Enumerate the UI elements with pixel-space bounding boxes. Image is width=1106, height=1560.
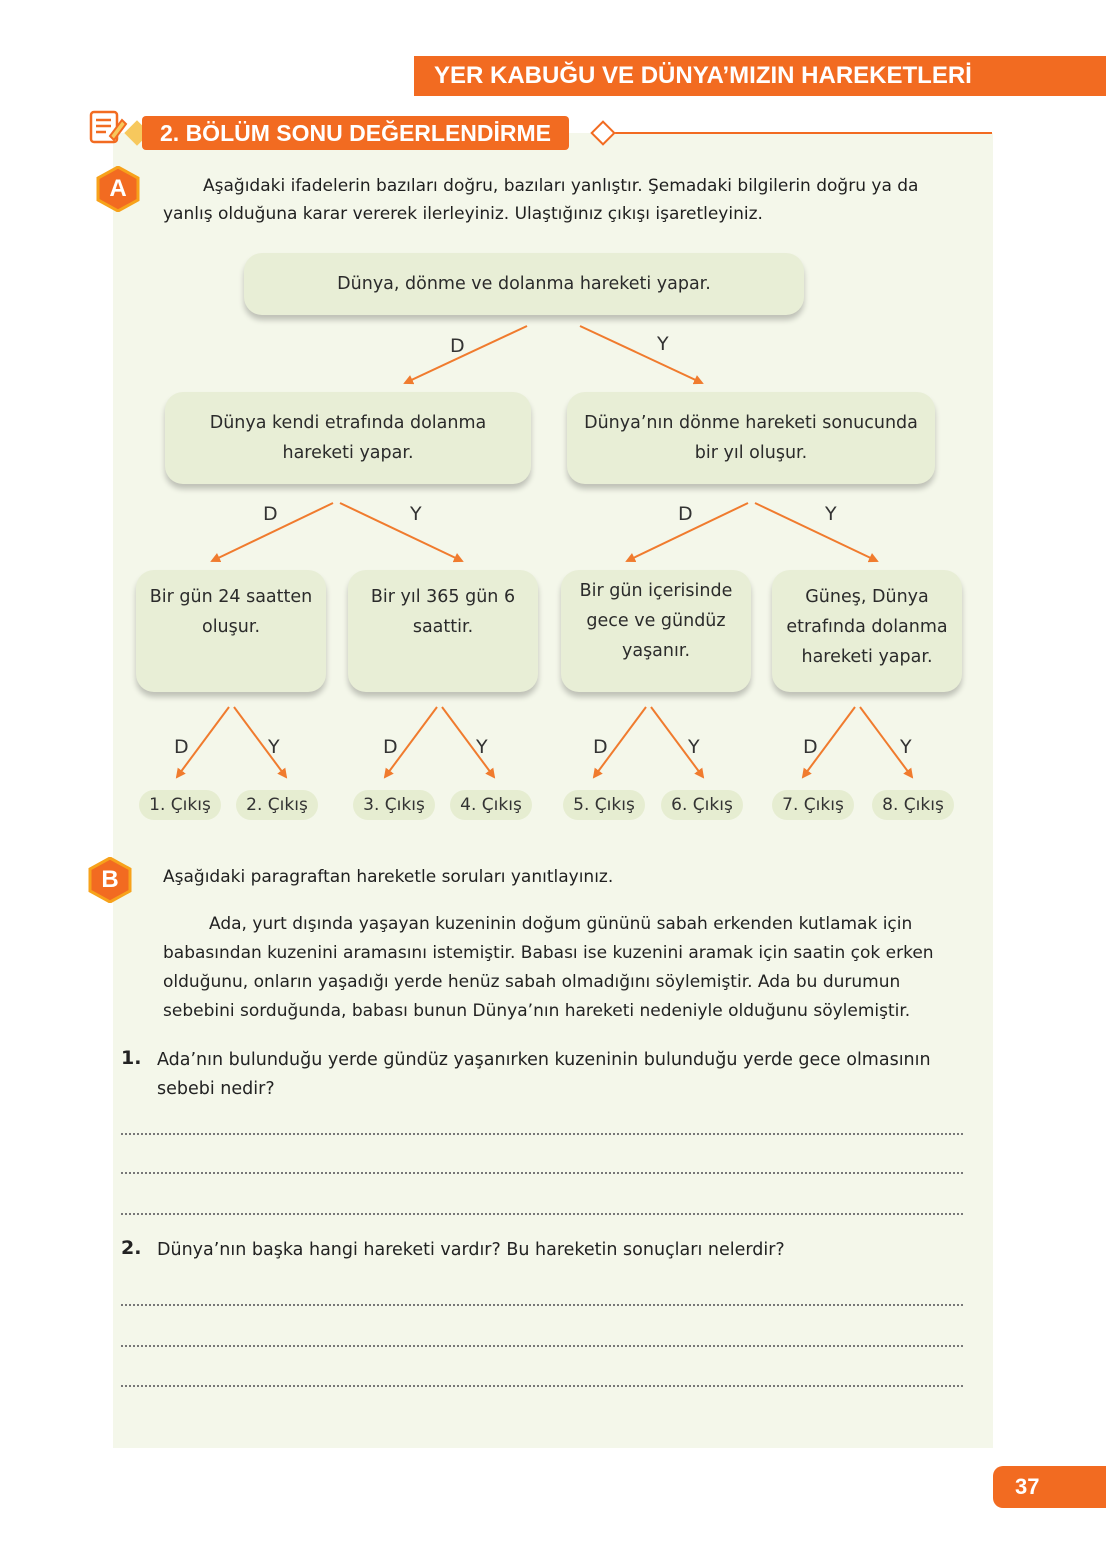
chapter-banner: YER KABUĞU VE DÜNYA’MIZIN HAREKETLERİ — [414, 56, 1106, 96]
answer-line[interactable] — [121, 1133, 963, 1135]
part-a-badge: A — [95, 166, 141, 212]
label-false: Y — [410, 503, 422, 525]
answer-line[interactable] — [121, 1304, 963, 1306]
exit-3[interactable]: 3. Çıkış — [353, 790, 435, 820]
statement-text: yaşanır. — [621, 641, 691, 661]
statement-text: oluşur. — [201, 617, 261, 637]
question-1-text-line2: sebebi nedir? — [157, 1079, 275, 1099]
statement-root-text: Dünya, dönme ve dolanma hareketi yapar. — [337, 274, 711, 294]
label-true: D — [383, 736, 398, 758]
statement-level2-left — [165, 392, 531, 484]
label-true: D — [174, 736, 189, 758]
statement-text: Dünya kendi etrafında dolanma — [209, 413, 487, 433]
paragraph-line: Ada, yurt dışında yaşayan kuzeninin doğum gününü sabah erkenden kutlamak için — [209, 914, 913, 934]
statement-text: Bir gün 24 saatten — [149, 587, 313, 607]
statement-level3-2 — [348, 570, 538, 692]
exit-1[interactable]: 1. Çıkış — [139, 790, 221, 820]
arrow-l2b-y — [755, 503, 877, 561]
question-2-text: Dünya’nın başka hangi hareketi vardır? Bu hareketin sonuçları nelerdir? — [157, 1240, 785, 1260]
label-false: Y — [268, 736, 280, 758]
label-true: D — [803, 736, 818, 758]
statement-root — [244, 253, 804, 315]
reading-paragraph — [163, 910, 943, 1026]
exit-2[interactable]: 2. Çıkış — [236, 790, 318, 820]
exit-7[interactable]: 7. Çıkış — [772, 790, 854, 820]
arrow-root-y — [580, 326, 702, 383]
answer-line[interactable] — [121, 1172, 963, 1174]
paragraph-line: sebebini sorduğunda, babası bunun Dünya’nın hareketi nedeniyle olduğunu söylemiştir. — [163, 1001, 911, 1021]
label-true: D — [678, 503, 693, 525]
arrow-root-d — [405, 326, 527, 383]
label-false: Y — [825, 503, 837, 525]
answer-line[interactable] — [121, 1385, 963, 1387]
label-true: D — [593, 736, 608, 758]
statement-level2-right — [567, 392, 935, 484]
exit-5[interactable]: 5. Çıkış — [563, 790, 645, 820]
paragraph-line: babasından kuzenini aramasını istemiştir. Babası ise kuzenini aramak için saatin çok erken — [163, 943, 934, 963]
part-b-badge: B — [87, 857, 133, 903]
section-title: 2. BÖLÜM SONU DEĞERLENDİRME — [142, 116, 569, 150]
label-false: Y — [657, 333, 669, 355]
page-number: 37 — [993, 1466, 1106, 1508]
answer-line[interactable] — [121, 1213, 963, 1215]
question-2-number: 2. — [121, 1237, 142, 1259]
statement-text: etrafında dolanma — [786, 617, 948, 637]
statement-text: Bir yıl 365 gün 6 — [370, 587, 516, 607]
question-1-text-line1: Ada’nın bulunduğu yerde gündüz yaşanırken kuzeninin bulunduğu yerde gece olmasının — [157, 1050, 931, 1070]
statement-text: Dünya’nın dönme hareketi sonucunda — [584, 413, 918, 433]
exit-6[interactable]: 6. Çıkış — [661, 790, 743, 820]
statement-text: gece ve gündüz — [586, 611, 726, 631]
arrow-l2a-y — [340, 503, 462, 561]
statement-text: Güneş, Dünya — [805, 587, 929, 607]
statement-text: saattir. — [412, 617, 474, 637]
label-false: Y — [476, 736, 488, 758]
label-true: D — [450, 335, 465, 357]
statement-level3-4 — [772, 570, 962, 692]
exit-4[interactable]: 4. Çıkış — [450, 790, 532, 820]
question-1-number: 1. — [121, 1047, 142, 1069]
statement-level3-3 — [561, 570, 751, 692]
paragraph-line: olduğunu, onların yaşadığı yerde henüz sabah olmadığını söylemiştir. Ada bu durumun — [163, 972, 901, 992]
statement-text: hareketi yapar. — [801, 647, 933, 667]
label-false: Y — [688, 736, 700, 758]
statement-text: Bir gün içerisinde — [579, 581, 733, 601]
statement-text: bir yıl oluşur. — [694, 443, 808, 463]
label-false: Y — [900, 736, 912, 758]
part-a-instruction-line2: yanlış olduğuna karar vererek ilerleyiniz. Ulaştığınız çıkışı işaretleyiniz. — [163, 204, 763, 224]
statement-level3-1 — [136, 570, 326, 692]
answer-line[interactable] — [121, 1345, 963, 1347]
part-a-instruction-line1: Aşağıdaki ifadelerin bazıları doğru, bazıları yanlıştır. Şemadaki bilgilerin doğru ya da — [203, 176, 919, 196]
label-true: D — [263, 503, 278, 525]
part-b-instruction: Aşağıdaki paragraftan hareketle soruları yanıtlayınız. — [163, 867, 614, 887]
exit-8[interactable]: 8. Çıkış — [872, 790, 954, 820]
statement-text: hareketi yapar. — [282, 443, 414, 463]
